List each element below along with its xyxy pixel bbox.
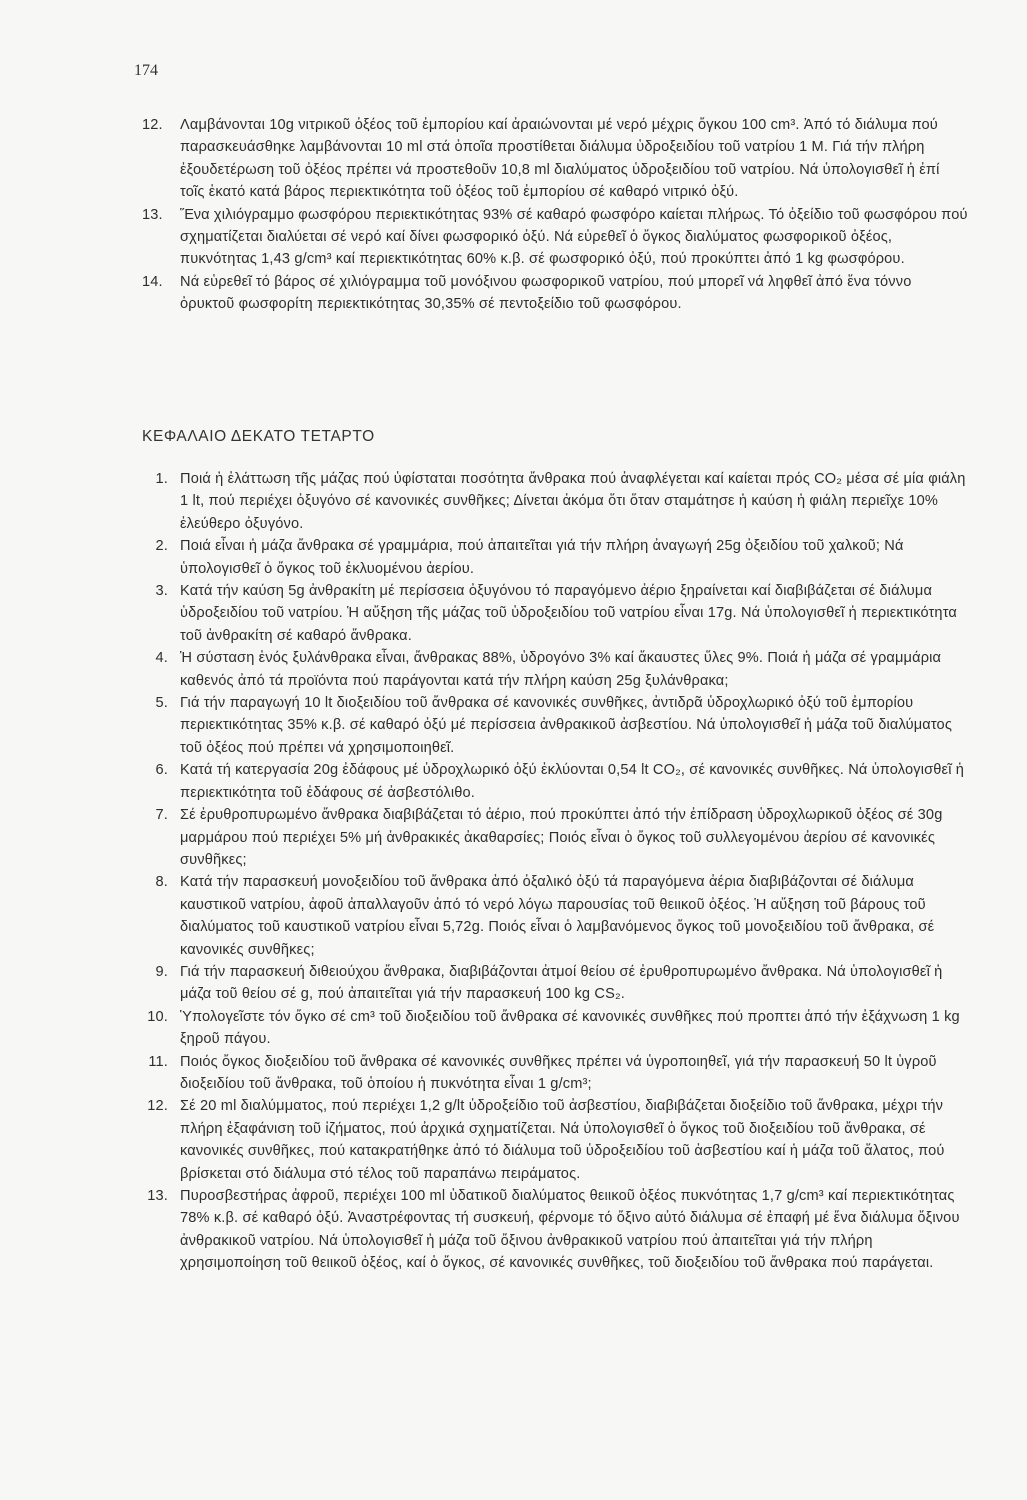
problem-number: 13.	[147, 1188, 168, 1204]
problem-text: Πυροσβεστήρας ἀφροῦ, περιέχει 100 ml ὑδατικοῦ διαλύματος θειικοῦ ὀξέος πυκνότητας 1,7 g/cm³ καί περιεκτικότητας 78% κ.β. σέ καθαρό ὀξύ. Ἀναστρέφοντας τή συσκευή, φέρνομε τό ὄξινο αὐτό διάλυμα σέ ἐπαφή μέ ἕνα διάλυμα ὄξινου ἀνθρακικοῦ νατρίου. Νά ὑπολογισθεῖ ἡ μάζα τοῦ ὄξινου ἀνθρακικοῦ νατρίου πού ἀπαιτεῖται γιά τήν πλήρη χρησιμοποίηση τοῦ θειικοῦ ὀξέος, καί ὁ ὄγκος, σέ κανονικές συνθῆκες, τοῦ διοξειδίου τοῦ ἄνθρακα πού παράγεται.	[180, 1188, 960, 1272]
problem-number: 7.	[155, 807, 168, 824]
problem-number: 11.	[148, 1053, 168, 1070]
problem-text: Γιά τήν παρασκευή διθειούχου ἄνθρακα, διαβιβάζονται ἀτμοί θείου σέ ἐρυθροπυρωμένο ἄνθρακα. Νά ὑπολογισθεῖ ἡ μάζα τοῦ θείου σέ g, πού ἀπαιτεῖται γιά τήν παρασκευή 100 kg CS₂.	[180, 963, 943, 1003]
problem-text: Ποιά ἡ ἐλάττωση τῆς μάζας πού ὑφίσταται ποσότητα ἄνθρακα πού ἀναφλέγεται καί καίεται πρός CO₂ μέσα σέ μία φιάλη 1 lt, πού περιέχει ὀξυγόνο σέ κανονικές συνθῆκες; Δίνεται ἀκόμα ὅτι ὅταν σταμάτησε ἡ καύση ἡ φιάλη περιεῖχε 10% ἐλεύθερο ὀξυγόνο.	[180, 471, 966, 532]
problem-text: Ἡ σύσταση ἑνός ξυλάνθρακα εἶναι, ἄνθρακας 88%, ὑδρογόνο 3% καί ἄκαυστες ὕλες 9%. Ποιά ἡ μάζα σέ γραμμάρια καθενός ἀπό τά προϊόντα πού παράγονται κατά τήν πλήρη καύση 25g ξυλάνθρακα;	[180, 650, 942, 689]
problem-number: 6.	[155, 762, 168, 779]
problem-text: Γιά τήν παραγωγή 10 lt διοξειδίου τοῦ ἄνθρακα σέ κανονικές συνθῆκες, ἀντιδρᾶ ὑδροχλωρικό ὀξύ τοῦ ἐμπορίου περιεκτικότητας 35% κ.β. σέ καθαρό ὀξύ μέ περίσσεια ἀνθρακικοῦ ἀσβεστίου. Νά ὑπολογισθεῖ ἡ μάζα τοῦ διαλύματος τοῦ ὀξέος πού πρέπει νά χρησιμοποιηθεῖ.	[180, 695, 953, 756]
problem-item	[142, 1051, 968, 1096]
problem-number: 2.	[155, 538, 168, 555]
problem-text: Νά εὑρεθεῖ τό βάρος σέ χιλιόγραμμα τοῦ μονόξινου φωσφορικοῦ νατρίου, πού μπορεῖ νά ληφθεῖ ἀπό ἕνα τόννο ὀρυκτοῦ φωσφορίτη περιεκτικότητας 30,35% σέ πεντοξείδιο τοῦ φωσφόρου.	[180, 273, 912, 313]
problem-item	[142, 759, 968, 804]
problem-item	[142, 1185, 968, 1275]
problem-text: Σέ 20 ml διαλύμματος, πού περιέχει 1,2 g/lt ὑδροξείδιο τοῦ ἀσβεστίου, διαβιβάζεται διοξείδιο τοῦ ἄνθρακα, μέχρι τήν πλήρη ἐξαφάνιση τοῦ ἰζήματος, πού ἀρχικά σχηματίζεται. Νά ὑπολογισθεῖ ὁ ὄγκος τοῦ διοξειδίου τοῦ ἄνθρακα, σέ κανονικές συνθῆκες, πού κατακρατήθηκε ἀπό τό διάλυμα τοῦ ὑδροξειδίου τοῦ ἀσβεστίου καί ἡ μάζα τοῦ ἅλατος, πού βρίσκεται στό διάλυμα στό τέλος τοῦ παραπάνω πειράματος.	[180, 1098, 945, 1182]
problem-number: 10.	[147, 1008, 168, 1025]
problem-item	[142, 204, 968, 271]
problem-text: Ἕνα χιλιόγραμμο φωσφόρου περιεκτικότητας 93% σέ καθαρό φωσφόρο καίεται πλήρως. Τό ὀξείδιο τοῦ φωσφόρου πού σχηματίζεται διαλύεται σέ νερό καί δίνει φωσφορικό ὀξύ. Νά εὑρεθεῖ ὁ ὄγκος διαλύματος φωσφορικοῦ ὀξέος, πυκνότητας 1,43 g/cm³ καί περιεκτικότητας 60% κ.β. σέ φωσφορικό ὀξύ, πού προκύπτει ἀπό 1 kg φωσφόρου.	[180, 206, 968, 268]
problem-text: Λαμβάνονται 10g νιτρικοῦ ὀξέος τοῦ ἐμπορίου καί ἀραιώνονται μέ νερό μέχρις ὄγκου 100 cm³. Ἀπό τό διάλυμα πού παρασκευάσθηκε λαμβάνονται 10 ml στά ὁποῖα προστίθεται διάλυμα ὑδροξειδίου τοῦ νατρίου 1 Μ. Γιά τήν πλήρη ἐξουδετέρωση τοῦ ὀξέος πρέπει νά προστεθοῦν 10,8 ml διαλύματος ὑδροξειδίου τοῦ νατρίου. Νά ὑπολογισθεῖ ἡ ἐπί τοῖς ἑκατό κατά βάρος περιεκτικότητα τοῦ ὀξέος τοῦ ἐμπορίου σέ καθαρό νιτρικό ὀξύ.	[180, 117, 940, 201]
problems-continued	[142, 114, 968, 316]
problem-text: Ὑπολογεῖστε τόν ὄγκο σέ cm³ τοῦ διοξειδίου τοῦ ἄνθρακα σέ κανονικές συνθῆκες πού προπτει ἀπό τήν ἐξάχνωση 1 kg ξηροῦ πάγου.	[180, 1008, 960, 1048]
problem-text: Ποιός ὄγκος διοξειδίου τοῦ ἄνθρακα σέ κανονικές συνθῆκες πρέπει νά ὑγροποιηθεῖ, γιά τήν παρασκευή 50 lt ὑγροῦ διοξειδίου τοῦ ἄνθρακα, τοῦ ὁποίου ἡ πυκνότητα εἶναι 1 g/cm³;	[180, 1053, 937, 1092]
problem-item	[142, 692, 968, 759]
problem-number: 5.	[155, 695, 168, 712]
problem-number: 14.	[142, 273, 163, 290]
problem-item	[142, 114, 968, 204]
problem-text: Κατά τήν καύση 5g ἀνθρακίτη μέ περίσσεια ὀξυγόνου τό παραγόμενο ἀέριο ξηραίνεται καί διαβιβάζεται σέ διάλυμα ὑδροξειδίου τοῦ νατρίου. Ἡ αὔξηση τῆς μάζας τοῦ ὑδροξειδίου τοῦ νατρίου εἶναι 17g. Νά ὑπολογισθεῖ ἡ περιεκτικότητα τοῦ ἀνθρακίτη σέ καθαρό ἄνθρακα.	[180, 583, 957, 644]
problem-number: 8.	[155, 874, 168, 891]
problem-number: 12.	[142, 117, 163, 133]
problem-text: Σέ ἐρυθροπυρωμένο ἄνθρακα διαβιβάζεται τό ἀέριο, πού προκύπτει ἀπό τήν ἐπίδραση ὑδροχλωρικοῦ ὀξέος σέ 30g μαρμάρου πού περιέχει 5% μή ἀνθρακικές ἀκαθαρσίες; Ποιός εἶναι ὁ ὄγκος τοῦ συλλεγομένου ἀερίου σέ κανονικές συνθῆκες;	[180, 807, 943, 868]
problem-text: Κατά τή κατεργασία 20g ἐδάφους μέ ὑδροχλωρικό ὀξύ ἐκλύονται 0,54 lt CO₂, σέ κανονικές συνθῆκες. Νά ὑπολογισθεῖ ἡ περιεκτικότητα τοῦ ἐδάφους σέ ἀσβεστόλιθο.	[180, 762, 965, 801]
problem-item	[142, 1006, 968, 1051]
problem-number: 4.	[155, 650, 168, 667]
page-number: 174	[134, 62, 158, 79]
problem-item	[142, 271, 968, 316]
problem-number: 9.	[155, 963, 168, 980]
problem-item	[142, 647, 968, 692]
problem-item	[142, 535, 968, 580]
problem-item	[142, 871, 968, 961]
problem-number: 3.	[155, 583, 168, 600]
chapter-heading: ΚΕΦΑΛΑΙΟ ΔΕΚΑΤΟ ΤΕΤΑΡΤΟ	[142, 428, 375, 445]
problem-number: 13.	[142, 206, 163, 223]
chapter-problems	[142, 468, 968, 1275]
problem-item	[142, 961, 968, 1006]
problem-number: 1.	[155, 471, 168, 487]
problem-item	[142, 804, 968, 871]
problem-number: 12.	[147, 1098, 168, 1115]
problem-item	[142, 1095, 968, 1185]
problem-text: Κατά τήν παρασκευή μονοξειδίου τοῦ ἄνθρακα ἀπό ὀξαλικό ὀξύ τά παραγόμενα ἀέρια διαβιβάζονται σέ διάλυμα καυστικοῦ νατρίου, ἀφοῦ ἀπαλλαγοῦν ἀπό τό νερό λόγω παρουσίας τοῦ θειικοῦ ὀξέος. Ἡ αὔξηση τοῦ βάρους τοῦ διαλύματος τοῦ καυστικοῦ νατρίου εἶναι 5,72g. Ποιός εἶναι ὁ λαμβανόμενος ὄγκος τοῦ μονοξειδίου τοῦ ἄνθρακα, σέ κανονικές συνθῆκες;	[180, 874, 935, 958]
problem-item	[142, 468, 968, 535]
problem-item	[142, 580, 968, 647]
problem-text: Ποιά εἶναι ἡ μάζα ἄνθρακα σέ γραμμάρια, πού ἀπαιτεῖται γιά τήν πλήρη ἀναγωγή 25g ὀξειδίου τοῦ χαλκοῦ; Νά ὑπολογισθεῖ ὁ ὄγκος τοῦ ἐκλυομένου ἀερίου.	[180, 538, 904, 577]
